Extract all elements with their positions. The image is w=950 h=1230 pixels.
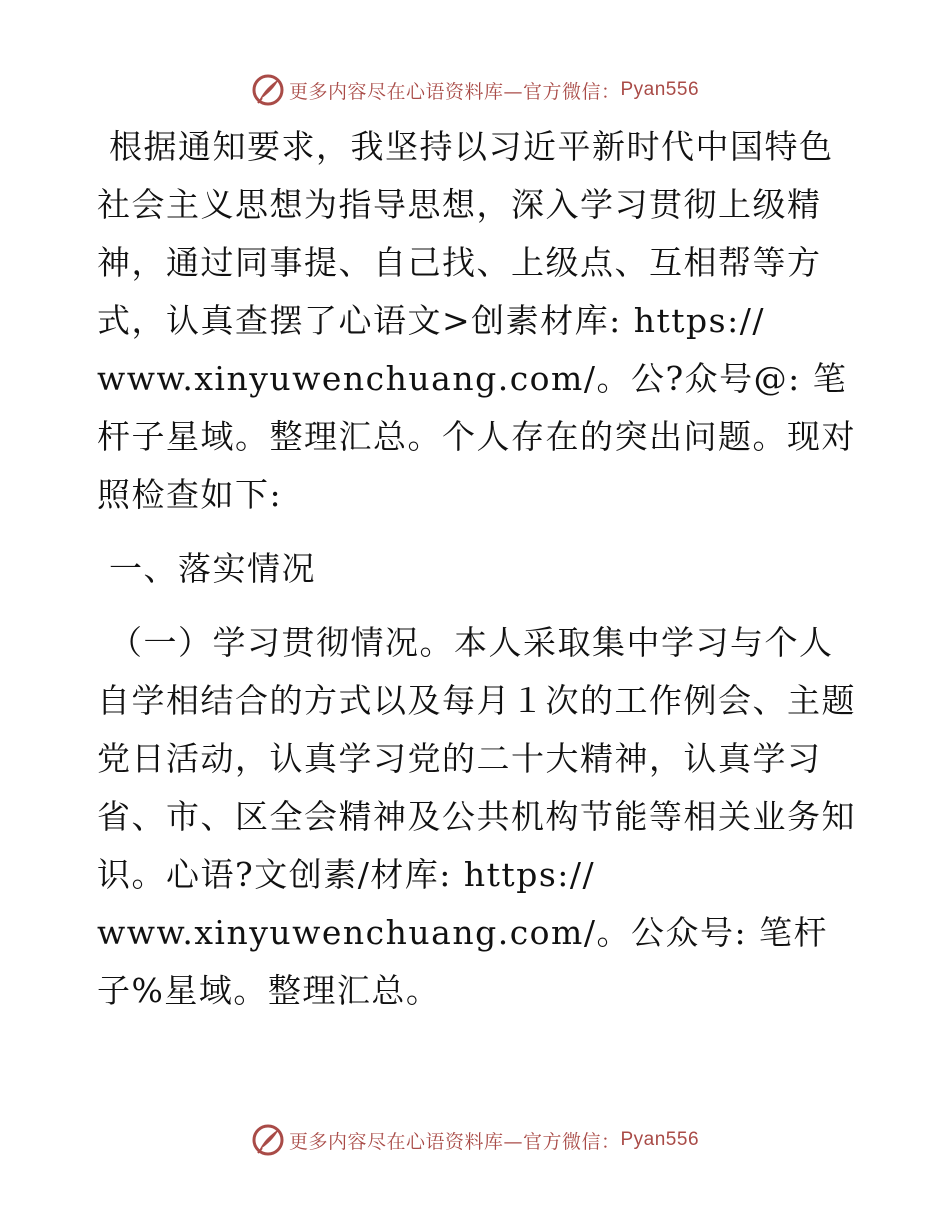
section-heading: 一、落实情况	[97, 549, 316, 588]
paragraph-study: （一）学习贯彻情况。本人采取集中学习与个人自学相结合的方式以及每月１次的工作例会、主题党日活动，认真学习党的二十大精神，认真学习省、市、区全会精神及公共机构节能等相关业务知识。心语?文创素/材库: https:// www.xinyuwenchuang.com/。公众号: 笔杆子%星域。整理汇总。	[97, 623, 856, 1010]
quill-logo-icon	[251, 73, 285, 107]
footer-banner	[0, 1120, 950, 1160]
document-body	[97, 118, 857, 1020]
quill-logo-icon	[251, 1123, 285, 1157]
banner-wechat-id: Pyan556	[620, 79, 700, 100]
header-banner	[0, 70, 950, 110]
banner-text: 更多内容尽在心语资料库—官方微信：	[288, 80, 621, 103]
banner-wechat-id: Pyan556	[620, 1129, 700, 1150]
paragraph-intro: 根据通知要求，我坚持以习近平新时代中国特色社会主义思想为指导思想，深入学习贯彻上级精神，通过同事提、自己找、上级点、互相帮等方式，认真查摆了心语文>创素材库: https:// www.xinyuwenchuang.com/。公?众号@: 笔杆子星域。整理汇总。个人存在的突出问题。现对照检查如下:	[97, 127, 856, 514]
banner-text: 更多内容尽在心语资料库—官方微信：	[288, 1130, 621, 1153]
